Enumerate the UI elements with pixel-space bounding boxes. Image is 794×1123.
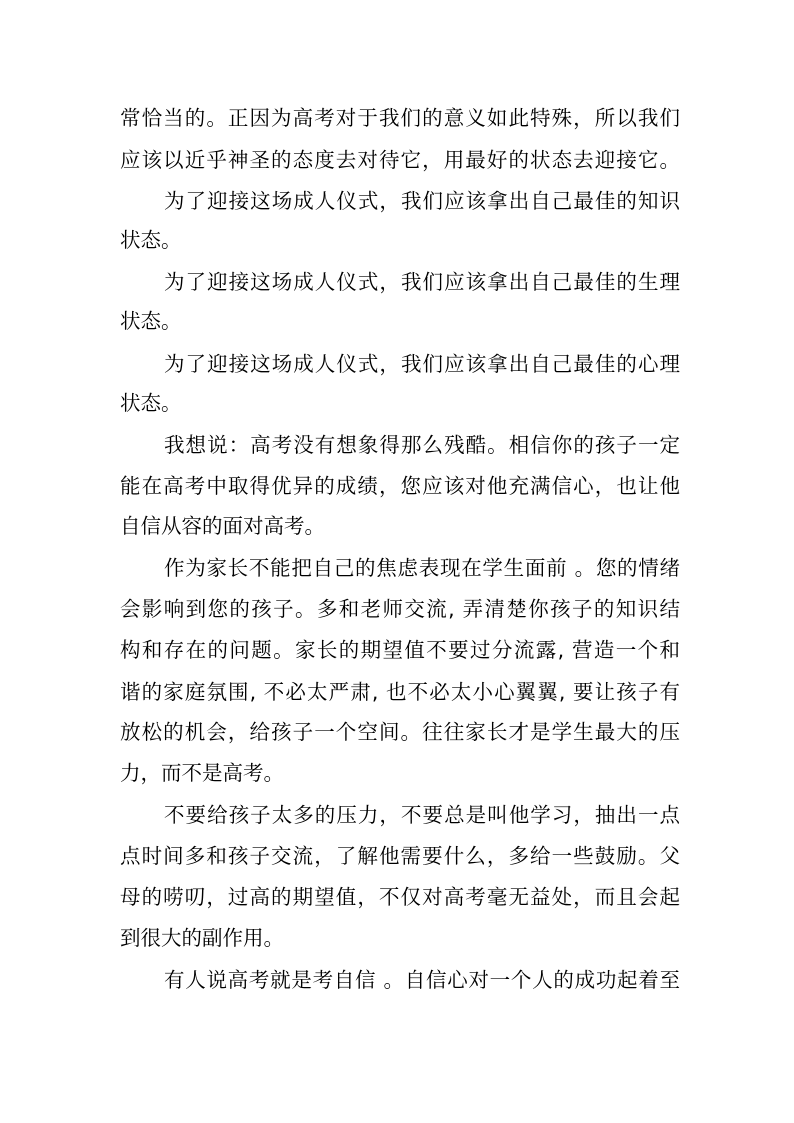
paragraph-line: 能在高考中取得优异的成绩，您应该对他充满信心，也让他	[120, 474, 680, 498]
paragraph-line: 放松的机会，给孩子一个空间。往往家长才是学生最大的压	[120, 720, 680, 744]
paragraph-line: 为了迎接这场成人仪式，我们应该拿出自己最佳的生理	[164, 270, 680, 294]
paragraph-line: 为了迎接这场成人仪式，我们应该拿出自己最佳的心理	[164, 352, 680, 376]
paragraph-line: 母的唠叨，过高的期望值，不仅对高考毫无益处，而且会起	[120, 885, 680, 909]
paragraph-line: 应该以近乎神圣的态度去对待它，用最好的状态去迎接它。	[120, 148, 680, 172]
paragraph-line: 构和存在的问题。家长的期望值不要过分流露, 营造一个和	[120, 638, 680, 662]
paragraph-line: 作为家长不能把自己的焦虑表现在学生面前 。您的情绪	[164, 556, 680, 580]
paragraph-line: 有人说高考就是考自信 。自信心对一个人的成功起着至	[164, 968, 680, 992]
paragraph-line: 我想说：高考没有想象得那么残酷。相信你的孩子一定	[164, 433, 680, 457]
paragraph-line: 点时间多和孩子交流，了解他需要什么，多给一些鼓励。父	[120, 844, 680, 868]
paragraph-line: 力，而不是高考。	[120, 761, 284, 785]
paragraph-line: 常恰当的。正因为高考对于我们的意义如此特殊，所以我们	[120, 106, 680, 130]
paragraph-line: 自信从容的面对高考。	[120, 514, 325, 538]
paragraph-line: 谐的家庭氛围, 不必太严肃, 也不必太小心翼翼, 要让孩子有	[120, 680, 680, 704]
paragraph-line: 状态。	[120, 391, 182, 415]
paragraph-line: 不要给孩子太多的压力，不要总是叫他学习，抽出一点	[164, 803, 680, 827]
paragraph-line: 会影响到您的孩子。多和老师交流, 弄清楚你孩子的知识结	[120, 597, 680, 621]
paragraph-line: 状态。	[120, 228, 182, 252]
paragraph-line: 到很大的副作用。	[120, 926, 284, 950]
paragraph-line: 状态。	[120, 309, 182, 333]
paragraph-line: 为了迎接这场成人仪式，我们应该拿出自己最佳的知识	[164, 189, 680, 213]
